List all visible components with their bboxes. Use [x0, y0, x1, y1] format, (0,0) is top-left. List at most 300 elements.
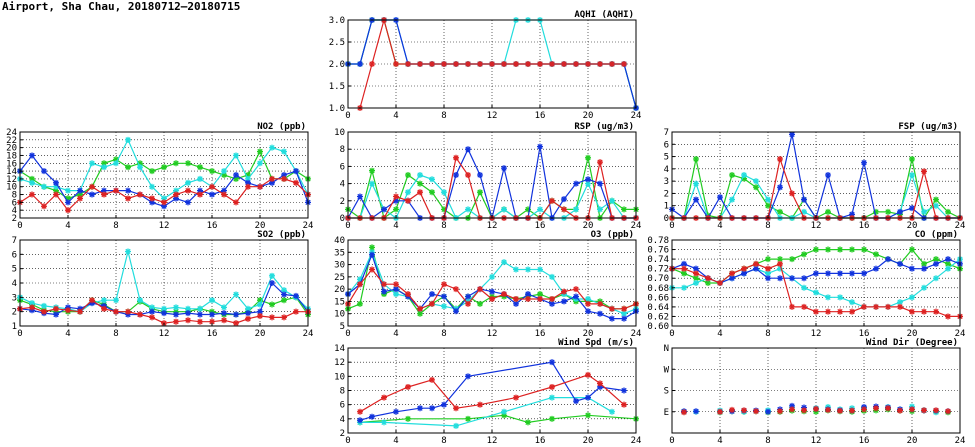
data-point-red: [29, 304, 35, 310]
x-tick-label: 24: [630, 436, 642, 446]
data-point-cyan: [429, 176, 435, 182]
data-point-green: [429, 189, 435, 195]
x-tick-label: 16: [858, 436, 870, 446]
data-point-red: [477, 402, 483, 408]
data-point-red: [429, 377, 435, 383]
data-point-red: [89, 184, 95, 190]
data-point-green: [209, 168, 215, 174]
data-point-cyan: [65, 188, 71, 194]
data-point-cyan: [41, 184, 47, 190]
data-point-cyan: [825, 294, 831, 300]
data-point-blue: [77, 188, 83, 194]
data-point-blue: [269, 280, 275, 286]
data-point-blue: [293, 168, 299, 174]
data-point-red: [197, 319, 203, 325]
chart-title: FSP (ug/m3): [898, 122, 958, 132]
data-point-blue: [465, 146, 471, 152]
data-point-red: [933, 407, 939, 413]
data-point-red: [549, 296, 555, 302]
data-point-red: [281, 176, 287, 182]
data-point-blue: [621, 388, 627, 394]
data-point-cyan: [233, 152, 239, 158]
data-point-cyan: [369, 181, 375, 187]
data-point-cyan: [453, 423, 459, 429]
y-tick-label: 3.0: [328, 16, 345, 26]
data-point-red: [393, 61, 399, 67]
data-point-blue: [873, 266, 879, 272]
data-point-blue: [921, 266, 927, 272]
y-tick-label: 3: [11, 293, 17, 304]
data-point-cyan: [909, 294, 915, 300]
data-point-cyan: [29, 180, 35, 186]
data-point-red: [429, 301, 435, 307]
x-tick-label: 4: [717, 436, 723, 446]
x-tick-label: 8: [441, 436, 447, 446]
data-point-red: [417, 61, 423, 67]
x-tick-label: 24: [302, 221, 314, 231]
data-point-red: [765, 266, 771, 272]
y-tick-label: 2.0: [328, 60, 345, 70]
data-point-red: [837, 408, 843, 414]
data-point-red: [405, 198, 411, 204]
data-point-cyan: [197, 176, 203, 182]
chart-aqhi: [329, 10, 642, 121]
chart-co: [647, 230, 965, 339]
data-point-red: [77, 309, 83, 315]
data-point-red: [549, 198, 555, 204]
data-point-red: [393, 281, 399, 287]
data-point-red: [417, 189, 423, 195]
data-point-blue: [453, 172, 459, 178]
data-point-red: [429, 61, 435, 67]
y-tick-label: 1.0: [328, 104, 345, 114]
data-point-cyan: [441, 189, 447, 195]
data-point-green: [161, 164, 167, 170]
data-point-red: [233, 320, 239, 326]
data-point-blue: [693, 408, 699, 414]
x-tick-label: 12: [486, 111, 498, 121]
data-point-blue: [837, 270, 843, 276]
data-point-green: [789, 256, 795, 262]
x-tick-label: 20: [254, 221, 266, 231]
x-tick-label: 24: [630, 329, 642, 339]
x-tick-label: 24: [954, 329, 966, 339]
data-point-blue: [561, 196, 567, 202]
data-point-red: [477, 61, 483, 67]
data-point-cyan: [221, 168, 227, 174]
y-tick-label: 1: [11, 322, 17, 332]
data-point-red: [921, 309, 927, 315]
data-point-blue: [245, 310, 251, 316]
x-tick-label: 24: [630, 221, 642, 231]
data-point-cyan: [549, 274, 555, 280]
x-tick-label: 16: [858, 221, 870, 231]
x-tick-label: 12: [810, 221, 822, 231]
data-point-red: [381, 395, 387, 401]
data-point-blue: [861, 160, 867, 166]
data-point-blue: [825, 172, 831, 178]
data-point-blue: [29, 152, 35, 158]
data-point-green: [801, 251, 807, 257]
series-line-red: [348, 158, 636, 218]
y-tick-label: 2: [339, 429, 345, 439]
chart-o3: [334, 230, 641, 339]
y-tick-label: 8: [339, 145, 345, 156]
data-point-green: [885, 209, 891, 215]
x-tick-label: 8: [441, 329, 447, 339]
data-point-cyan: [909, 172, 915, 178]
data-point-green: [257, 149, 263, 155]
x-tick-label: 16: [534, 111, 546, 121]
data-point-green: [173, 160, 179, 166]
data-point-green: [837, 247, 843, 253]
data-point-blue: [293, 293, 299, 299]
data-point-green: [477, 301, 483, 307]
data-point-red: [585, 372, 591, 378]
data-point-red: [549, 384, 555, 390]
x-tick-label: 4: [717, 221, 723, 231]
y-tick-label: 10: [334, 128, 345, 138]
data-point-red: [705, 275, 711, 281]
x-tick-label: 24: [302, 329, 314, 339]
y-tick-label: 2: [11, 307, 17, 318]
data-point-cyan: [837, 294, 843, 300]
data-point-blue: [849, 270, 855, 276]
data-point-red: [741, 407, 747, 413]
data-point-green: [933, 197, 939, 203]
data-point-green: [417, 181, 423, 187]
data-point-cyan: [765, 197, 771, 203]
data-point-blue: [489, 289, 495, 295]
x-tick-label: 0: [669, 436, 675, 446]
data-point-red: [465, 301, 471, 307]
data-point-red: [149, 195, 155, 201]
data-point-red: [801, 304, 807, 310]
data-point-blue: [765, 409, 771, 415]
y-tick-label: 14: [334, 344, 345, 354]
data-point-blue: [357, 61, 363, 67]
y-tick-label: 7: [11, 236, 17, 246]
data-point-cyan: [489, 274, 495, 280]
x-tick-label: 8: [765, 329, 771, 339]
data-point-red: [293, 180, 299, 186]
data-point-blue: [233, 172, 239, 178]
data-point-red: [441, 61, 447, 67]
data-point-red: [513, 395, 519, 401]
data-point-red: [729, 270, 735, 276]
chart-title: O3 (ppb): [590, 230, 634, 240]
data-point-cyan: [41, 303, 47, 309]
data-point-blue: [465, 294, 471, 300]
data-point-blue: [369, 414, 375, 420]
y-tick-label: 0: [663, 214, 669, 224]
data-point-red: [465, 172, 471, 178]
y-tick-label: 30: [334, 260, 345, 271]
data-point-blue: [429, 405, 435, 411]
data-point-red: [717, 280, 723, 286]
x-tick-label: 16: [206, 221, 218, 231]
y-tick-label: 22: [6, 135, 17, 146]
y-tick-label: 6: [339, 162, 345, 173]
y-tick-label: 10: [334, 372, 345, 383]
data-point-green: [525, 419, 531, 425]
chart-title: Wind Dir (Degree): [865, 338, 958, 348]
data-point-blue: [441, 402, 447, 408]
series-line-green: [348, 158, 636, 218]
data-point-cyan: [813, 290, 819, 296]
y-tick-label: 2: [11, 214, 17, 224]
data-point-cyan: [149, 184, 155, 190]
x-tick-label: 20: [582, 329, 594, 339]
data-point-cyan: [257, 160, 263, 166]
data-point-blue: [381, 289, 387, 295]
data-point-red: [621, 306, 627, 312]
data-point-red: [825, 309, 831, 315]
data-point-green: [729, 172, 735, 178]
data-point-red: [149, 314, 155, 320]
data-point-red: [837, 309, 843, 315]
data-point-red: [113, 188, 119, 194]
x-tick-label: 8: [441, 221, 447, 231]
x-tick-label: 8: [765, 221, 771, 231]
y-tick-label: 18: [6, 151, 17, 162]
y-tick-label: 15: [334, 297, 345, 308]
data-point-blue: [597, 311, 603, 317]
data-point-blue: [53, 180, 59, 186]
data-point-green: [825, 247, 831, 253]
data-point-blue: [149, 309, 155, 315]
y-tick-label: 5: [11, 264, 17, 275]
data-point-red: [453, 405, 459, 411]
data-point-blue: [585, 395, 591, 401]
data-point-blue: [65, 199, 71, 205]
data-point-red: [257, 313, 263, 319]
data-point-red: [921, 407, 927, 413]
x-tick-label: 4: [65, 329, 71, 339]
data-point-red: [89, 297, 95, 303]
data-point-cyan: [573, 206, 579, 212]
y-tick-label: 0.78: [647, 236, 669, 246]
data-point-green: [465, 416, 471, 422]
data-point-blue: [561, 298, 567, 304]
data-point-red: [453, 286, 459, 292]
x-tick-label: 20: [906, 436, 918, 446]
data-point-blue: [549, 359, 555, 365]
data-point-green: [909, 247, 915, 253]
x-tick-label: 8: [765, 436, 771, 446]
data-point-cyan: [381, 419, 387, 425]
data-point-green: [125, 164, 131, 170]
x-tick-label: 0: [345, 221, 351, 231]
data-point-blue: [609, 316, 615, 322]
data-point-blue: [909, 266, 915, 272]
data-point-red: [777, 156, 783, 162]
data-point-blue: [537, 144, 543, 150]
x-tick-label: 24: [954, 436, 966, 446]
data-point-blue: [393, 409, 399, 415]
x-tick-label: 8: [113, 221, 119, 231]
x-tick-label: 0: [345, 329, 351, 339]
data-point-blue: [125, 188, 131, 194]
data-point-red: [113, 309, 119, 315]
data-point-red: [561, 289, 567, 295]
y-tick-label: 4: [339, 179, 345, 190]
data-point-red: [597, 301, 603, 307]
data-point-green: [621, 206, 627, 212]
data-point-red: [357, 409, 363, 415]
data-point-cyan: [597, 206, 603, 212]
data-point-green: [849, 247, 855, 253]
y-tick-label: 2: [663, 189, 669, 200]
data-point-blue: [777, 275, 783, 281]
y-tick-label: 20: [6, 143, 17, 154]
data-point-red: [873, 405, 879, 411]
y-tick-label: 1: [663, 201, 669, 212]
data-point-red: [53, 192, 59, 198]
x-tick-label: 4: [65, 221, 71, 231]
data-point-cyan: [185, 180, 191, 186]
data-point-red: [537, 61, 543, 67]
x-tick-label: 0: [669, 221, 675, 231]
chart-so2: [12, 230, 314, 339]
y-tick-label: 0: [339, 214, 345, 224]
data-point-green: [393, 206, 399, 212]
y-tick-label: 20: [334, 285, 345, 296]
data-point-red: [801, 407, 807, 413]
x-tick-label: 20: [582, 221, 594, 231]
data-point-red: [909, 309, 915, 315]
data-point-cyan: [417, 172, 423, 178]
data-point-red: [269, 176, 275, 182]
data-point-blue: [369, 252, 375, 258]
data-point-green: [281, 297, 287, 303]
data-point-red: [849, 309, 855, 315]
data-point-green: [693, 156, 699, 162]
data-point-blue: [429, 291, 435, 297]
data-point-red: [161, 199, 167, 205]
data-point-green: [585, 155, 591, 161]
y-tick-label: E: [663, 407, 669, 418]
y-tick-label: 0.74: [647, 255, 669, 266]
data-point-red: [501, 61, 507, 67]
data-point-green: [369, 168, 375, 174]
data-point-green: [269, 302, 275, 308]
data-point-green: [405, 416, 411, 422]
data-point-red: [501, 291, 507, 297]
y-tick-label: 12: [334, 358, 345, 369]
data-point-red: [269, 314, 275, 320]
data-point-red: [561, 206, 567, 212]
y-tick-label: N: [663, 344, 669, 354]
data-point-red: [681, 409, 687, 415]
data-point-red: [873, 304, 879, 310]
x-tick-label: 12: [486, 221, 498, 231]
data-point-red: [405, 61, 411, 67]
data-point-red: [621, 61, 627, 67]
data-point-green: [185, 160, 191, 166]
data-point-blue: [161, 310, 167, 316]
x-tick-label: 4: [717, 329, 723, 339]
data-point-red: [393, 194, 399, 200]
y-tick-label: 25: [334, 272, 345, 283]
data-point-blue: [573, 181, 579, 187]
data-point-green: [861, 247, 867, 253]
data-point-red: [525, 296, 531, 302]
x-tick-label: 4: [393, 221, 399, 231]
x-tick-label: 16: [206, 329, 218, 339]
data-point-cyan: [681, 285, 687, 291]
data-point-red: [173, 192, 179, 198]
data-point-red: [125, 195, 131, 201]
y-tick-label: 10: [334, 309, 345, 320]
data-point-blue: [585, 176, 591, 182]
data-point-blue: [885, 256, 891, 262]
chart-title: SO2 (ppb): [257, 230, 306, 240]
data-point-blue: [621, 316, 627, 322]
data-point-red: [233, 199, 239, 205]
data-point-red: [65, 207, 71, 213]
chart-title: NO2 (ppb): [257, 122, 306, 132]
y-tick-label: 0.62: [647, 312, 669, 323]
data-point-blue: [897, 261, 903, 267]
x-tick-label: 20: [906, 221, 918, 231]
x-tick-label: 0: [669, 329, 675, 339]
data-point-cyan: [113, 160, 119, 166]
data-point-red: [933, 309, 939, 315]
x-tick-label: 12: [810, 436, 822, 446]
data-point-red: [789, 304, 795, 310]
y-tick-label: 6: [339, 400, 345, 411]
data-point-green: [873, 251, 879, 257]
data-point-red: [257, 184, 263, 190]
data-point-blue: [357, 417, 363, 423]
y-tick-label: 0.68: [647, 283, 669, 294]
data-point-red: [489, 296, 495, 302]
data-point-cyan: [921, 209, 927, 215]
y-tick-label: 1.5: [328, 82, 345, 92]
data-point-red: [609, 306, 615, 312]
data-point-red: [465, 61, 471, 67]
data-point-red: [125, 309, 131, 315]
y-tick-label: 4: [663, 164, 669, 175]
data-point-cyan: [221, 304, 227, 310]
data-point-red: [813, 406, 819, 412]
data-point-red: [693, 270, 699, 276]
data-point-red: [909, 406, 915, 412]
data-point-red: [897, 408, 903, 414]
data-point-blue: [453, 308, 459, 314]
data-point-cyan: [933, 275, 939, 281]
data-point-blue: [381, 206, 387, 212]
data-point-blue: [41, 168, 47, 174]
y-tick-label: S: [663, 386, 669, 397]
y-tick-label: 0.64: [647, 302, 669, 313]
data-point-red: [777, 408, 783, 414]
data-point-red: [525, 61, 531, 67]
data-point-red: [597, 61, 603, 67]
data-point-blue: [173, 312, 179, 318]
x-tick-label: 0: [345, 111, 351, 121]
data-point-red: [789, 190, 795, 196]
data-point-blue: [209, 192, 215, 198]
y-tick-label: 10: [6, 182, 17, 193]
data-point-red: [137, 192, 143, 198]
data-point-cyan: [609, 198, 615, 204]
data-point-blue: [861, 270, 867, 276]
data-point-red: [861, 406, 867, 412]
data-point-red: [621, 402, 627, 408]
data-point-cyan: [609, 409, 615, 415]
